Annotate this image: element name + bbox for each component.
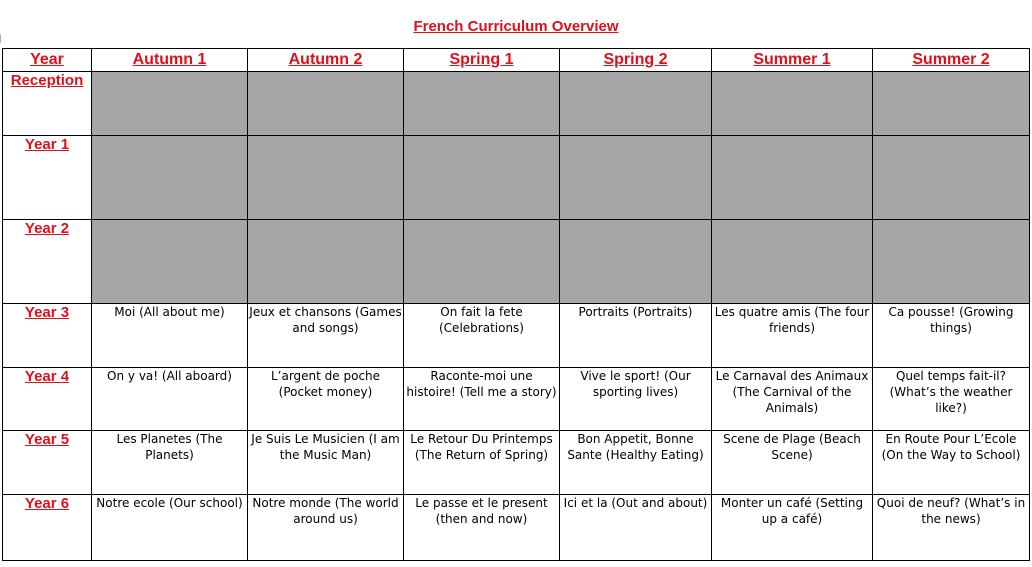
table-row-year-5 bbox=[3, 431, 1030, 495]
empty-cell bbox=[92, 72, 248, 136]
empty-cell bbox=[92, 220, 248, 304]
topic-cell-summer-2: En Route Pour L’Ecole (On the Way to School) bbox=[873, 431, 1030, 495]
empty-cell bbox=[560, 220, 712, 304]
curriculum-table bbox=[2, 48, 1030, 561]
year-label: Year 1 bbox=[3, 136, 92, 220]
empty-cell bbox=[873, 136, 1030, 220]
topic-cell-summer-1: Le Carnaval des Animaux (The Carnival of the Animals) bbox=[712, 368, 873, 431]
topic-cell-autumn-2: L’argent de poche (Pocket money) bbox=[248, 368, 404, 431]
topic-cell-spring-1: On fait la fete (Celebrations) bbox=[404, 304, 560, 368]
topic-cell-spring-2: Bon Appetit, Bonne Sante (Healthy Eating) bbox=[560, 431, 712, 495]
topic-cell-autumn-2: Notre monde (The world around us) bbox=[248, 495, 404, 561]
year-label: Year 4 bbox=[3, 368, 92, 431]
table-row-year-6 bbox=[3, 495, 1030, 561]
topic-cell-autumn-1: Notre ecole (Our school) bbox=[92, 495, 248, 561]
page-edge-marker bbox=[0, 34, 1, 43]
table-row-year-4 bbox=[3, 368, 1030, 431]
topic-cell-summer-1: Scene de Plage (Beach Scene) bbox=[712, 431, 873, 495]
topic-cell-autumn-1: Les Planetes (The Planets) bbox=[92, 431, 248, 495]
year-label: Year 3 bbox=[3, 304, 92, 368]
topic-cell-spring-2: Portraits (Portraits) bbox=[560, 304, 712, 368]
header-summer-2: Summer 2 bbox=[873, 49, 1030, 72]
topic-cell-autumn-2: Jeux et chansons (Games and songs) bbox=[248, 304, 404, 368]
table-row-reception bbox=[3, 72, 1030, 136]
header-year: Year bbox=[3, 49, 92, 72]
empty-cell bbox=[248, 72, 404, 136]
topic-cell-summer-2: Quel temps fait-il? (What’s the weather like?) bbox=[873, 368, 1030, 431]
topic-cell-spring-2: Vive le sport! (Our sporting lives) bbox=[560, 368, 712, 431]
empty-cell bbox=[873, 220, 1030, 304]
year-label: Year 5 bbox=[3, 431, 92, 495]
topic-cell-summer-2: Ca pousse! (Growing things) bbox=[873, 304, 1030, 368]
topic-cell-spring-1: Le Retour Du Printemps (The Return of Spring) bbox=[404, 431, 560, 495]
topic-cell-summer-1: Monter un café (Setting up a café) bbox=[712, 495, 873, 561]
topic-cell-summer-1: Les quatre amis (The four friends) bbox=[712, 304, 873, 368]
empty-cell bbox=[248, 136, 404, 220]
header-spring-2: Spring 2 bbox=[560, 49, 712, 72]
empty-cell bbox=[560, 136, 712, 220]
header-summer-1: Summer 1 bbox=[712, 49, 873, 72]
header-autumn-1: Autumn 1 bbox=[92, 49, 248, 72]
year-label: Year 2 bbox=[3, 220, 92, 304]
table-row-year-1 bbox=[3, 136, 1030, 220]
empty-cell bbox=[712, 136, 873, 220]
empty-cell bbox=[404, 136, 560, 220]
empty-cell bbox=[404, 72, 560, 136]
page-title: French Curriculum Overview bbox=[413, 18, 619, 35]
topic-cell-spring-1: Le passe et le present (then and now) bbox=[404, 495, 560, 561]
empty-cell bbox=[712, 72, 873, 136]
table-row-year-3 bbox=[3, 304, 1030, 368]
empty-cell bbox=[248, 220, 404, 304]
topic-cell-summer-2: Quoi de neuf? (What’s in the news) bbox=[873, 495, 1030, 561]
header-autumn-2: Autumn 2 bbox=[248, 49, 404, 72]
topic-cell-autumn-2: Je Suis Le Musicien (I am the Music Man) bbox=[248, 431, 404, 495]
year-label: Reception bbox=[3, 72, 92, 136]
topic-cell-autumn-1: Moi (All about me) bbox=[92, 304, 248, 368]
header-spring-1: Spring 1 bbox=[404, 49, 560, 72]
topic-cell-spring-1: Raconte-moi une histoire! (Tell me a story) bbox=[404, 368, 560, 431]
empty-cell bbox=[560, 72, 712, 136]
header-row bbox=[3, 49, 1030, 72]
empty-cell bbox=[873, 72, 1030, 136]
empty-cell bbox=[712, 220, 873, 304]
empty-cell bbox=[404, 220, 560, 304]
table-row-year-2 bbox=[3, 220, 1030, 304]
year-label: Year 6 bbox=[3, 495, 92, 561]
topic-cell-spring-2: Ici et la (Out and about) bbox=[560, 495, 712, 561]
topic-cell-autumn-1: On y va! (All aboard) bbox=[92, 368, 248, 431]
empty-cell bbox=[92, 136, 248, 220]
